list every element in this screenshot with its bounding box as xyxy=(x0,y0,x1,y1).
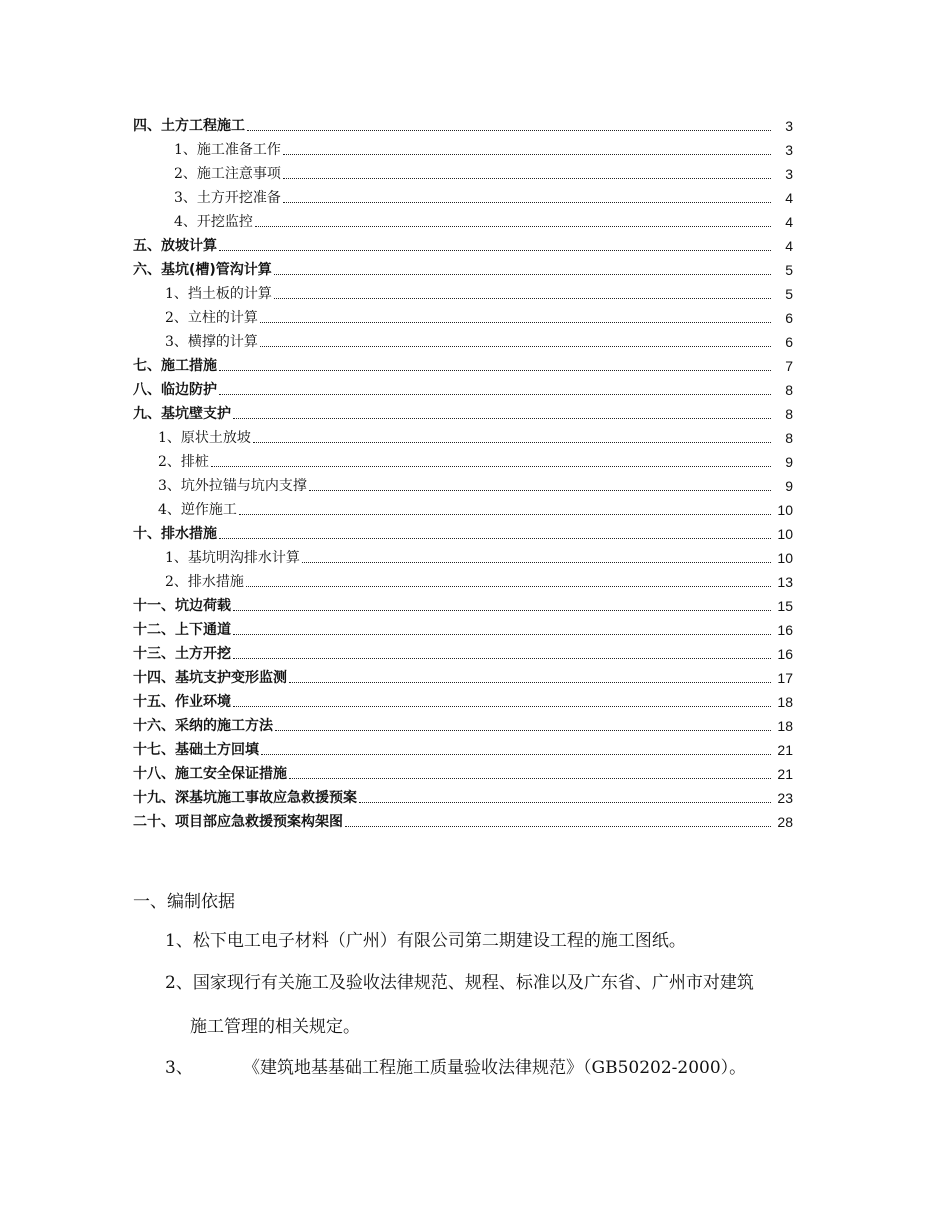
paragraph: 3、 xyxy=(165,1058,193,1078)
toc-page-number: 7 xyxy=(785,358,793,374)
toc-leader xyxy=(274,297,771,299)
toc-leader xyxy=(233,633,771,635)
toc-leader xyxy=(289,777,771,779)
toc-leader xyxy=(261,753,771,755)
toc-entry-label: 十四、基坑支护变形监测 xyxy=(133,670,287,686)
toc-entry-label: 3、坑外拉锚与坑内支撑 xyxy=(158,478,307,494)
toc-leader xyxy=(233,657,771,659)
toc-entry[interactable] xyxy=(174,185,793,207)
paragraph: 施工管理的相关规定。 xyxy=(190,1017,360,1037)
toc-entry[interactable] xyxy=(158,473,793,495)
toc-entry-label: 十二、上下通道 xyxy=(133,622,231,638)
toc-entry-label: 五、放坡计算 xyxy=(133,238,217,254)
toc-entry[interactable] xyxy=(133,521,793,543)
toc-entry-label: 2、立柱的计算 xyxy=(165,310,258,326)
toc-leader xyxy=(345,825,771,827)
toc-entry-label: 十六、采纳的施工方法 xyxy=(133,718,273,734)
toc-leader xyxy=(211,465,771,467)
toc-entry-label: 1、原状土放坡 xyxy=(158,430,251,446)
toc-page-number: 28 xyxy=(777,814,793,830)
toc-entry-label: 1、基坑明沟排水计算 xyxy=(165,550,300,566)
toc-page-number: 4 xyxy=(785,238,793,254)
toc-page-number: 6 xyxy=(785,334,793,350)
toc-entry[interactable] xyxy=(133,257,793,279)
toc-leader xyxy=(274,273,771,275)
toc-entry[interactable] xyxy=(133,401,793,423)
toc-leader xyxy=(233,609,771,611)
toc-leader xyxy=(239,513,771,515)
toc-page-number: 18 xyxy=(777,694,793,710)
toc-entry[interactable] xyxy=(165,281,793,303)
paragraph: 1、松下电工电子材料（广州）有限公司第二期建设工程的施工图纸。 xyxy=(165,931,686,951)
toc-leader xyxy=(233,417,771,419)
toc-leader xyxy=(219,393,771,395)
toc-entry-label: 九、基坑壁支护 xyxy=(133,406,231,422)
toc-page-number: 5 xyxy=(785,286,793,302)
toc-entry-label: 十五、作业环境 xyxy=(133,694,231,710)
toc-leader xyxy=(253,441,771,443)
toc-entry-label: 4、开挖监控 xyxy=(174,214,253,230)
toc-leader xyxy=(255,225,771,227)
toc-leader xyxy=(233,705,771,707)
toc-leader xyxy=(283,177,771,179)
toc-leader xyxy=(309,489,771,491)
toc-page-number: 5 xyxy=(785,262,793,278)
toc-leader xyxy=(283,201,771,203)
section-heading: 一、编制依据 xyxy=(133,892,235,912)
toc-entry-label: 4、逆作施工 xyxy=(158,502,237,518)
toc-entry[interactable] xyxy=(174,209,793,231)
toc-page-number: 18 xyxy=(777,718,793,734)
toc-entry[interactable] xyxy=(133,785,793,807)
toc-leader xyxy=(246,585,771,587)
toc-entry-label: 1、挡土板的计算 xyxy=(165,286,272,302)
toc-entry[interactable] xyxy=(133,809,793,831)
toc-entry[interactable] xyxy=(174,161,793,183)
toc-page-number: 6 xyxy=(785,310,793,326)
toc-page-number: 13 xyxy=(777,574,793,590)
toc-entry[interactable] xyxy=(165,545,793,567)
toc-entry[interactable] xyxy=(165,305,793,327)
toc-entry-label: 十九、深基坑施工事故应急救援预案 xyxy=(133,790,357,806)
toc-leader xyxy=(289,681,771,683)
toc-leader xyxy=(219,537,771,539)
toc-entry-label: 1、施工准备工作 xyxy=(174,142,281,158)
toc-page-number: 9 xyxy=(785,478,793,494)
toc-leader xyxy=(275,729,771,731)
toc-leader xyxy=(247,129,771,131)
toc-entry[interactable] xyxy=(133,641,793,663)
toc-page-number: 17 xyxy=(777,670,793,686)
toc-leader xyxy=(219,369,771,371)
toc-entry[interactable] xyxy=(158,425,793,447)
toc-leader xyxy=(260,345,771,347)
toc-page-number: 10 xyxy=(777,502,793,518)
toc-entry-label: 十三、土方开挖 xyxy=(133,646,231,662)
toc-page-number: 10 xyxy=(777,526,793,542)
toc-entry[interactable] xyxy=(165,329,793,351)
toc-entry-label: 2、施工注意事项 xyxy=(174,166,281,182)
toc-page-number: 9 xyxy=(785,454,793,470)
toc-entry-label: 六、基坑(槽)管沟计算 xyxy=(133,262,272,278)
paragraph: 《建筑地基基础工程施工质量验收法律规范》（GB50202-2000）。 xyxy=(243,1058,747,1078)
toc-page-number: 8 xyxy=(785,406,793,422)
toc-entry[interactable] xyxy=(133,233,793,255)
toc-page-number: 8 xyxy=(785,430,793,446)
toc-entry-label: 3、土方开挖准备 xyxy=(174,190,281,206)
toc-entry-label: 四、土方工程施工 xyxy=(133,118,245,134)
toc-entry-label: 2、排水措施 xyxy=(165,574,244,590)
toc-entry[interactable] xyxy=(133,761,793,783)
toc-entry[interactable] xyxy=(133,113,793,135)
toc-entry[interactable] xyxy=(158,497,793,519)
toc-entry-label: 二十、项目部应急救援预案构架图 xyxy=(133,814,343,830)
toc-page-number: 4 xyxy=(785,190,793,206)
toc-entry[interactable] xyxy=(133,689,793,711)
toc-entry[interactable] xyxy=(133,353,793,375)
toc-page-number: 8 xyxy=(785,382,793,398)
toc-entry[interactable] xyxy=(158,449,793,471)
toc-page-number: 3 xyxy=(785,142,793,158)
toc-entry-label: 十、排水措施 xyxy=(133,526,217,542)
toc-page-number: 3 xyxy=(785,118,793,134)
toc-entry[interactable] xyxy=(133,737,793,759)
toc-entry[interactable] xyxy=(133,593,793,615)
toc-entry[interactable] xyxy=(133,665,793,687)
toc-entry[interactable] xyxy=(174,137,793,159)
toc-entry-label: 八、临边防护 xyxy=(133,382,217,398)
toc-entry-label: 十一、坑边荷载 xyxy=(133,598,231,614)
toc-page-number: 10 xyxy=(777,550,793,566)
toc-entry[interactable] xyxy=(133,617,793,639)
toc-leader xyxy=(219,249,771,251)
toc-entry-label: 2、排桩 xyxy=(158,454,209,470)
toc-entry-label: 3、横撑的计算 xyxy=(165,334,258,350)
toc-entry[interactable] xyxy=(165,569,793,591)
toc-page-number: 21 xyxy=(777,766,793,782)
toc-page-number: 16 xyxy=(777,622,793,638)
toc-leader xyxy=(283,153,771,155)
paragraph: 2、国家现行有关施工及验收法律规范、规程、标准以及广东省、广州市对建筑 xyxy=(165,973,754,993)
toc-page-number: 4 xyxy=(785,214,793,230)
toc-entry[interactable] xyxy=(133,713,793,735)
toc-page-number: 3 xyxy=(785,166,793,182)
toc-entry-label: 十八、施工安全保证措施 xyxy=(133,766,287,782)
toc-page-number: 16 xyxy=(777,646,793,662)
toc-page-number: 21 xyxy=(777,742,793,758)
toc-entry[interactable] xyxy=(133,377,793,399)
toc-entry-label: 七、施工措施 xyxy=(133,358,217,374)
toc-entry-label: 十七、基础土方回填 xyxy=(133,742,259,758)
toc-page-number: 23 xyxy=(777,790,793,806)
toc-leader xyxy=(302,561,771,563)
toc-leader xyxy=(359,801,771,803)
toc-leader xyxy=(260,321,771,323)
toc-page-number: 15 xyxy=(777,598,793,614)
